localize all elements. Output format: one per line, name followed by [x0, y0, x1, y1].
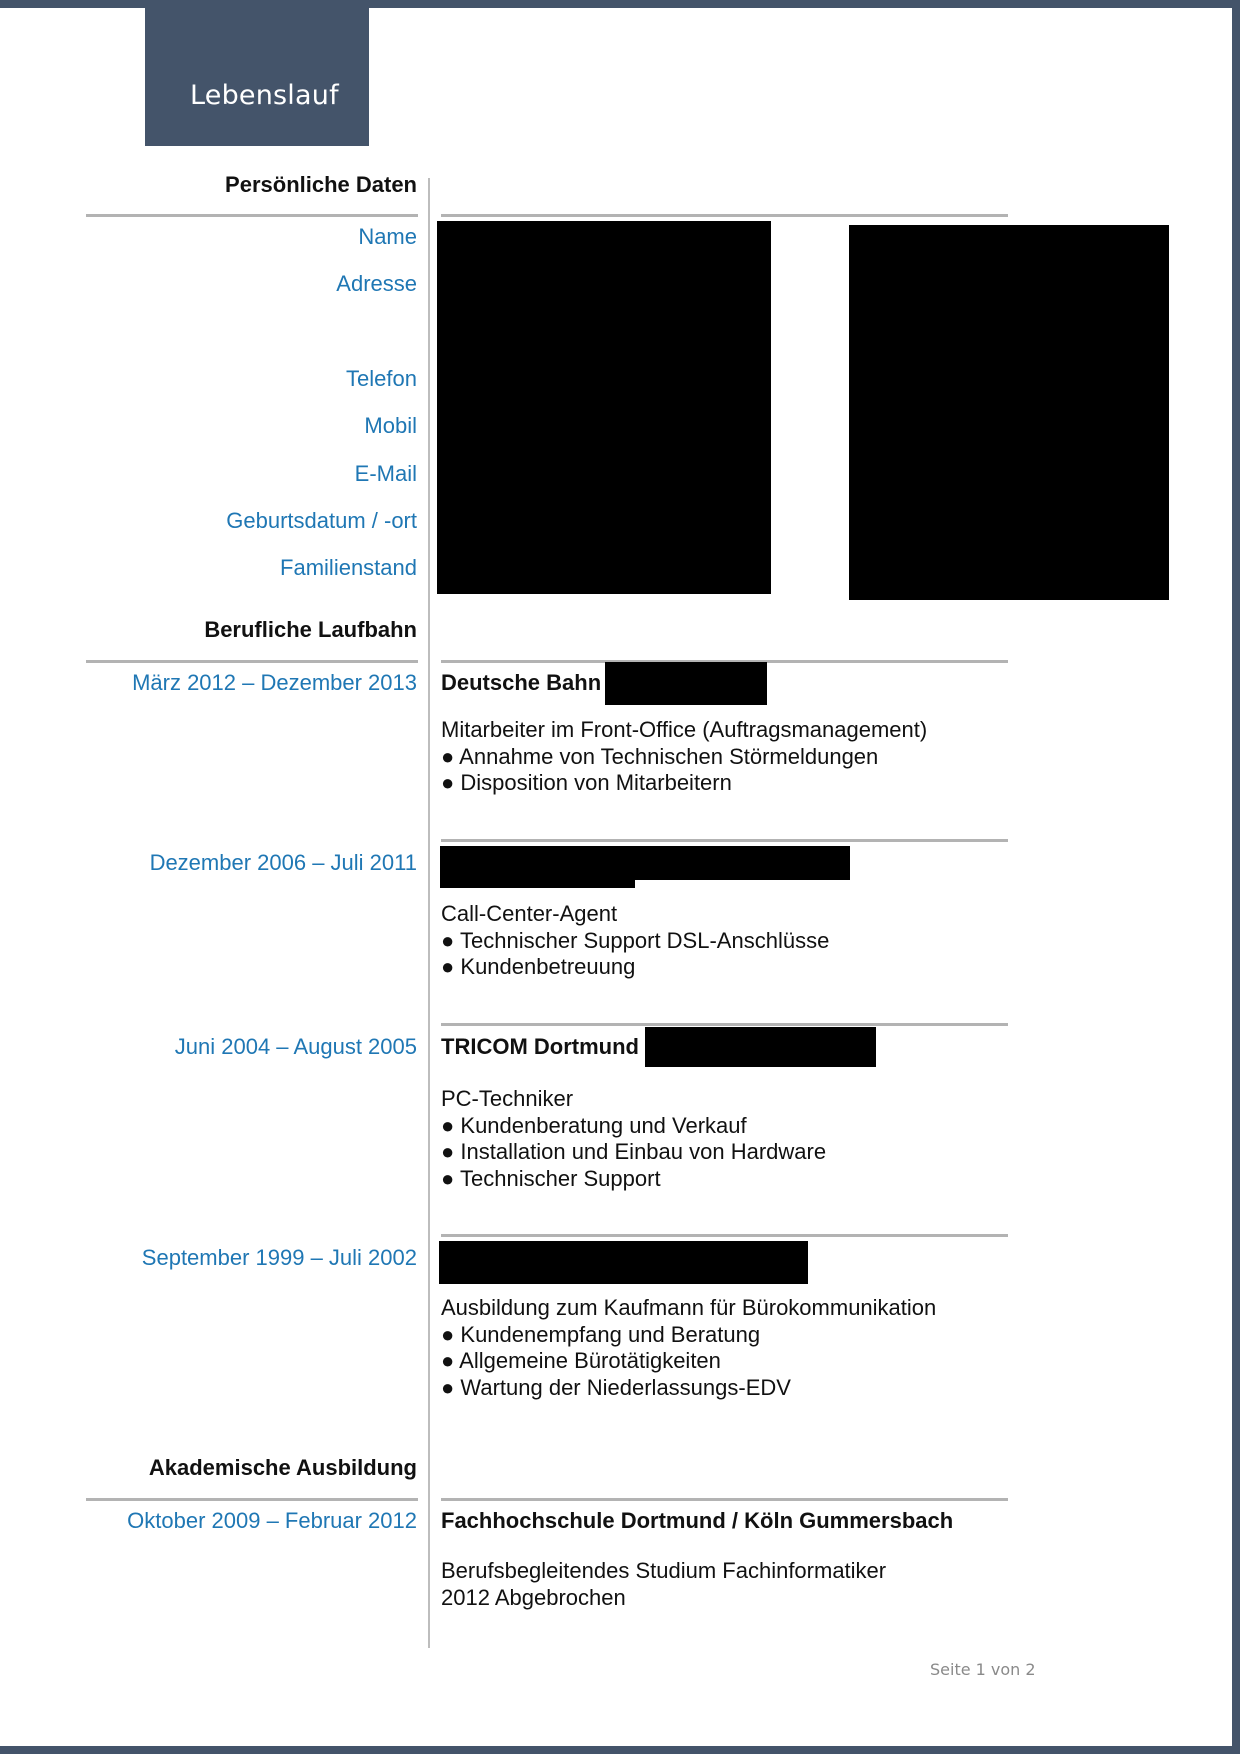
job-period: Juni 2004 – August 2005 — [174, 1034, 417, 1059]
education-line: 2012 Abgebrochen — [441, 1584, 626, 1610]
job-bullet: ● Technischer Support — [441, 1165, 661, 1191]
section-title-education: Akademische Ausbildung — [148, 1455, 417, 1480]
redacted-company — [440, 846, 635, 888]
section-rule-left — [86, 214, 418, 217]
redacted-company-detail — [605, 662, 767, 705]
redacted-company — [439, 1241, 808, 1284]
job-bullet: ● Allgemeine Bürotätigkeiten — [441, 1348, 721, 1373]
education-line: Berufsbegleitendes Studium Fachinformatiker — [441, 1558, 887, 1583]
label-marital: Familienstand — [280, 555, 417, 580]
redacted-company-detail — [645, 1027, 876, 1067]
label-mobile: Mobil — [364, 413, 417, 438]
job-role: Ausbildung zum Kaufmann für Bürokommunikation — [441, 1295, 937, 1320]
job-bullet: ● Wartung der Niederlassungs-EDV — [441, 1374, 791, 1400]
job-details — [441, 901, 829, 981]
job-bullet: ● Technischer Support DSL-Anschlüsse — [441, 927, 830, 953]
job-role: PC-Techniker — [441, 1086, 574, 1111]
label-phone: Telefon — [346, 366, 417, 391]
education-institution: Fachhochschule Dortmund / Köln Gummersbach — [441, 1508, 954, 1533]
job-bullet: ● Installation und Einbau von Hardware — [441, 1139, 827, 1164]
job-rule — [441, 1234, 1008, 1237]
redacted-personal-data — [437, 221, 771, 594]
column-divider — [428, 178, 430, 1648]
job-rule — [441, 839, 1008, 842]
job-bullet: ● Kundenberatung und Verkauf — [441, 1112, 747, 1138]
title-block — [145, 8, 369, 146]
job-bullet: ● Annahme von Technischen Störmeldungen — [441, 743, 879, 769]
section-rule-left — [86, 660, 418, 663]
job-rule — [441, 1023, 1008, 1026]
section-rule-right — [441, 1498, 1008, 1501]
section-rule-left — [86, 1498, 418, 1501]
job-company: TRICOM Dortmund — [441, 1034, 639, 1059]
job-bullet: ● Kundenempfang und Beratung — [441, 1321, 761, 1347]
job-period: Dezember 2006 – Juli 2011 — [149, 850, 417, 875]
education-details — [441, 1558, 886, 1611]
page-title: Lebenslauf — [190, 80, 339, 111]
redacted-photo — [849, 225, 1169, 600]
label-name: Name — [358, 224, 417, 249]
job-company: Deutsche Bahn — [441, 670, 602, 695]
section-title-personal: Persönliche Daten — [225, 172, 417, 197]
job-period: September 1999 – Juli 2002 — [141, 1245, 417, 1270]
job-details — [441, 1295, 936, 1401]
job-period: März 2012 – Dezember 2013 — [132, 670, 417, 695]
job-bullet: ● Disposition von Mitarbeitern — [441, 770, 732, 795]
job-role: Call-Center-Agent — [441, 901, 618, 926]
job-role: Mitarbeiter im Front-Office (Auftragsmanagement) — [441, 717, 928, 742]
label-address: Adresse — [336, 271, 417, 296]
job-details — [441, 717, 927, 797]
section-title-career: Berufliche Laufbahn — [204, 617, 417, 642]
label-email: E-Mail — [354, 461, 417, 486]
page-number: Seite 1 von 2 — [930, 1660, 1036, 1679]
job-bullet: ● Kundenbetreuung — [441, 954, 636, 979]
section-rule-right — [441, 214, 1008, 217]
label-birth: Geburtsdatum / -ort — [226, 508, 417, 533]
job-details — [441, 1086, 826, 1192]
education-period: Oktober 2009 – Februar 2012 — [127, 1508, 417, 1533]
cv-page — [0, 8, 1232, 1746]
